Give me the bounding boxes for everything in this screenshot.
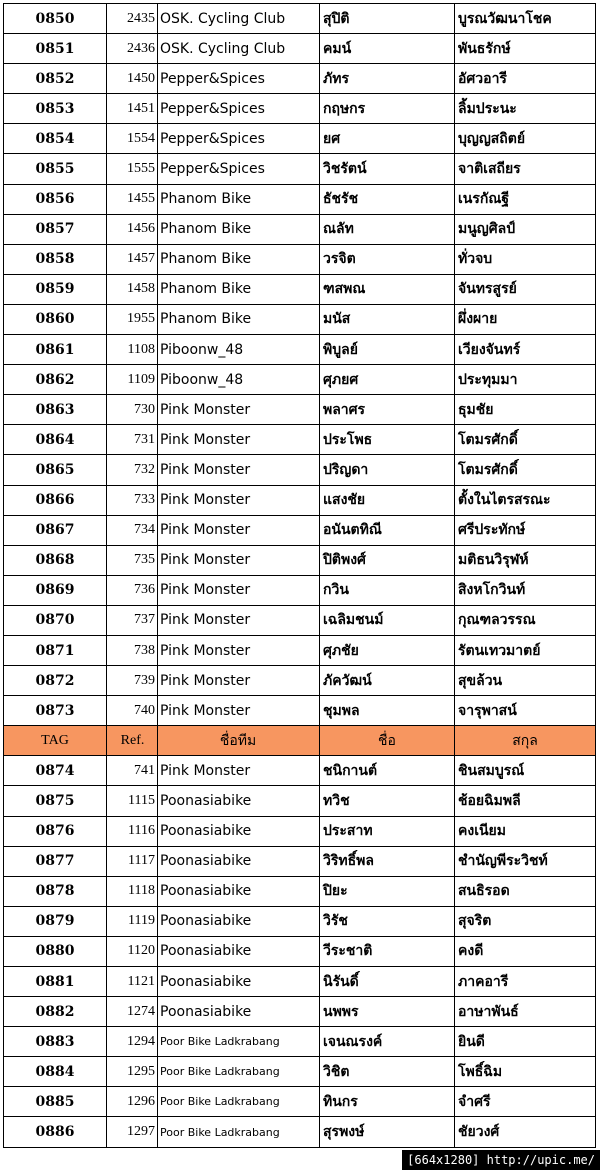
first-name-cell: ปริญดา <box>320 455 455 485</box>
team-cell: Pepper&Spices <box>158 64 320 94</box>
last-name-cell: คงเนียม <box>455 816 596 846</box>
first-name-cell: พิบูลย์ <box>320 335 455 365</box>
team-cell: Pink Monster <box>158 455 320 485</box>
table-row <box>4 425 596 455</box>
team-cell: Pink Monster <box>158 666 320 696</box>
ref-cell: 1115 <box>107 786 158 816</box>
tag-cell: 0856 <box>4 184 107 214</box>
tag-cell: 0865 <box>4 455 107 485</box>
first-name-cell: ศุภยศ <box>320 365 455 395</box>
ref-cell: 1455 <box>107 184 158 214</box>
tag-cell: 0869 <box>4 575 107 605</box>
team-cell: Phanom Bike <box>158 244 320 274</box>
team-cell: Pink Monster <box>158 756 320 786</box>
last-name-cell: ธุมชัย <box>455 395 596 425</box>
header-team: ชื่อทีม <box>158 726 320 756</box>
first-name-cell: แสงชัย <box>320 485 455 515</box>
ref-cell: 737 <box>107 605 158 635</box>
team-cell: Phanom Bike <box>158 214 320 244</box>
ref-cell: 1120 <box>107 936 158 966</box>
tag-cell: 0868 <box>4 545 107 575</box>
table-row <box>4 816 596 846</box>
table-row <box>4 304 596 334</box>
ref-cell: 1457 <box>107 244 158 274</box>
ref-cell: 731 <box>107 425 158 455</box>
ref-cell: 734 <box>107 515 158 545</box>
last-name-cell: ทั่วจบ <box>455 244 596 274</box>
last-name-cell: ชำนัญพีระวิชท์ <box>455 846 596 876</box>
tag-cell: 0877 <box>4 846 107 876</box>
last-name-cell: โพธิ์ฉิม <box>455 1057 596 1087</box>
first-name-cell: เจนณรงค์ <box>320 1027 455 1057</box>
tag-cell: 0880 <box>4 936 107 966</box>
first-name-cell: วิรัช <box>320 906 455 936</box>
team-cell: Pink Monster <box>158 425 320 455</box>
ref-cell: 2435 <box>107 4 158 34</box>
table-row <box>4 666 596 696</box>
rows-before-header <box>4 4 596 726</box>
table-row <box>4 967 596 997</box>
header-tag: TAG <box>4 726 107 756</box>
tag-cell: 0864 <box>4 425 107 455</box>
last-name-cell: ลิ้มประนะ <box>455 94 596 124</box>
team-cell: Pink Monster <box>158 635 320 665</box>
table-row <box>4 846 596 876</box>
ref-cell: 739 <box>107 666 158 696</box>
team-cell: Pepper&Spices <box>158 154 320 184</box>
tag-cell: 0883 <box>4 1027 107 1057</box>
first-name-cell: ปิยะ <box>320 876 455 906</box>
first-name-cell: ทินกร <box>320 1087 455 1117</box>
table-row <box>4 64 596 94</box>
team-cell: Piboonw_48 <box>158 335 320 365</box>
table-row <box>4 575 596 605</box>
table-row <box>4 335 596 365</box>
last-name-cell: อาษาพันธ์ <box>455 997 596 1027</box>
header-row <box>4 726 596 756</box>
tag-cell: 0873 <box>4 696 107 726</box>
ref-cell: 1109 <box>107 365 158 395</box>
ref-cell: 1456 <box>107 214 158 244</box>
tag-cell: 0886 <box>4 1117 107 1147</box>
ref-cell: 740 <box>107 696 158 726</box>
team-cell: Poor Bike Ladkrabang <box>158 1087 320 1117</box>
team-cell: Poor Bike Ladkrabang <box>158 1117 320 1147</box>
ref-cell: 1295 <box>107 1057 158 1087</box>
tag-cell: 0874 <box>4 756 107 786</box>
first-name-cell: ภัทร <box>320 64 455 94</box>
table-row <box>4 244 596 274</box>
last-name-cell: เวียงจันทร์ <box>455 335 596 365</box>
team-cell: Pink Monster <box>158 575 320 605</box>
table-row <box>4 786 596 816</box>
last-name-cell: โตมรศักดิ์ <box>455 425 596 455</box>
tag-cell: 0879 <box>4 906 107 936</box>
tag-cell: 0882 <box>4 997 107 1027</box>
first-name-cell: วิริทธิ์พล <box>320 846 455 876</box>
table-row <box>4 485 596 515</box>
ref-cell: 1117 <box>107 846 158 876</box>
first-name-cell: ประโพธ <box>320 425 455 455</box>
last-name-cell: รัตนเทวมาตย์ <box>455 635 596 665</box>
first-name-cell: ภัควัฒน์ <box>320 666 455 696</box>
last-name-cell: ชัยวงศ์ <box>455 1117 596 1147</box>
last-name-cell: พันธรักษ์ <box>455 34 596 64</box>
last-name-cell: ศรีประทักษ์ <box>455 515 596 545</box>
team-cell: Pink Monster <box>158 545 320 575</box>
first-name-cell: กวิน <box>320 575 455 605</box>
table-row <box>4 876 596 906</box>
table-row <box>4 756 596 786</box>
ref-cell: 1955 <box>107 304 158 334</box>
tag-cell: 0871 <box>4 635 107 665</box>
last-name-cell: ประทุมมา <box>455 365 596 395</box>
first-name-cell: วิชิต <box>320 1057 455 1087</box>
ref-cell: 1108 <box>107 335 158 365</box>
tag-cell: 0884 <box>4 1057 107 1087</box>
ref-cell: 1451 <box>107 94 158 124</box>
last-name-cell: ชินสมบูรณ์ <box>455 756 596 786</box>
tag-cell: 0878 <box>4 876 107 906</box>
tag-cell: 0863 <box>4 395 107 425</box>
first-name-cell: ธัชรัช <box>320 184 455 214</box>
first-name-cell: นิรันดิ์ <box>320 967 455 997</box>
tag-cell: 0857 <box>4 214 107 244</box>
team-cell: Poor Bike Ladkrabang <box>158 1057 320 1087</box>
tag-cell: 0854 <box>4 124 107 154</box>
ref-cell: 1118 <box>107 876 158 906</box>
first-name-cell: ชุมพล <box>320 696 455 726</box>
team-cell: Poonasiabike <box>158 816 320 846</box>
first-name-cell: นพพร <box>320 997 455 1027</box>
team-cell: Poonasiabike <box>158 936 320 966</box>
team-cell: Poor Bike Ladkrabang <box>158 1027 320 1057</box>
tag-cell: 0853 <box>4 94 107 124</box>
table-row <box>4 936 596 966</box>
ref-cell: 1450 <box>107 64 158 94</box>
team-cell: Phanom Bike <box>158 184 320 214</box>
first-name-cell: ยศ <box>320 124 455 154</box>
last-name-cell: บูรณวัฒนาโชค <box>455 4 596 34</box>
ref-cell: 1297 <box>107 1117 158 1147</box>
first-name-cell: วิชรัตน์ <box>320 154 455 184</box>
tag-cell: 0855 <box>4 154 107 184</box>
team-cell: Poonasiabike <box>158 786 320 816</box>
tag-cell: 0858 <box>4 244 107 274</box>
team-cell: OSK. Cycling Club <box>158 4 320 34</box>
team-cell: Pink Monster <box>158 485 320 515</box>
first-name-cell: สุรพงษ์ <box>320 1117 455 1147</box>
ref-cell: 730 <box>107 395 158 425</box>
last-name-cell: มนูญศิลป์ <box>455 214 596 244</box>
tag-cell: 0862 <box>4 365 107 395</box>
header-first-name: ชื่อ <box>320 726 455 756</box>
last-name-cell: จันทรสูรย์ <box>455 274 596 304</box>
team-cell: Phanom Bike <box>158 274 320 304</box>
header-last-name: สกุล <box>455 726 596 756</box>
first-name-cell: ปิติพงศ์ <box>320 545 455 575</box>
table-row <box>4 4 596 34</box>
table-row <box>4 635 596 665</box>
last-name-cell: ช้อยฉิมพลี <box>455 786 596 816</box>
first-name-cell: วีระชาติ <box>320 936 455 966</box>
tag-cell: 0860 <box>4 304 107 334</box>
tag-cell: 0876 <box>4 816 107 846</box>
ref-cell: 1274 <box>107 997 158 1027</box>
tag-cell: 0872 <box>4 666 107 696</box>
team-cell: Poonasiabike <box>158 876 320 906</box>
last-name-cell: ยินดี <box>455 1027 596 1057</box>
table-row <box>4 1027 596 1057</box>
table-row <box>4 1057 596 1087</box>
last-name-cell: ภาคอารี <box>455 967 596 997</box>
first-name-cell: อนันตทิณี <box>320 515 455 545</box>
watermark: [664x1280] http://upic.me/ <box>402 1150 600 1170</box>
tag-cell: 0885 <box>4 1087 107 1117</box>
team-cell: Poonasiabike <box>158 846 320 876</box>
first-name-cell: ประสาท <box>320 816 455 846</box>
ref-cell: 741 <box>107 756 158 786</box>
table-row <box>4 515 596 545</box>
ref-cell: 1119 <box>107 906 158 936</box>
last-name-cell: บุญญสถิตย์ <box>455 124 596 154</box>
last-name-cell: สุจริต <box>455 906 596 936</box>
last-name-cell: มติธนวิรุฬห์ <box>455 545 596 575</box>
last-name-cell: โตมรศักดิ์ <box>455 455 596 485</box>
tag-cell: 0852 <box>4 64 107 94</box>
first-name-cell: ทวิช <box>320 786 455 816</box>
registration-table <box>3 3 596 1148</box>
team-cell: Pink Monster <box>158 395 320 425</box>
ref-cell: 1458 <box>107 274 158 304</box>
last-name-cell: คงดี <box>455 936 596 966</box>
table-row <box>4 1117 596 1147</box>
ref-cell: 735 <box>107 545 158 575</box>
last-name-cell: เนรกัณฐี <box>455 184 596 214</box>
first-name-cell: วรจิต <box>320 244 455 274</box>
first-name-cell: สุปิติ <box>320 4 455 34</box>
table-row <box>4 34 596 64</box>
table-row <box>4 365 596 395</box>
ref-cell: 1116 <box>107 816 158 846</box>
table-row <box>4 455 596 485</box>
ref-cell: 1121 <box>107 967 158 997</box>
tag-cell: 0867 <box>4 515 107 545</box>
table-header <box>4 726 596 756</box>
table-row <box>4 184 596 214</box>
table-row <box>4 274 596 304</box>
last-name-cell: อัศวอารี <box>455 64 596 94</box>
table-row <box>4 605 596 635</box>
first-name-cell: พลาศร <box>320 395 455 425</box>
first-name-cell: ศุภชัย <box>320 635 455 665</box>
ref-cell: 1294 <box>107 1027 158 1057</box>
table-row <box>4 94 596 124</box>
table-row <box>4 696 596 726</box>
tag-cell: 0851 <box>4 34 107 64</box>
last-name-cell: จำศรี <box>455 1087 596 1117</box>
ref-cell: 736 <box>107 575 158 605</box>
team-cell: OSK. Cycling Club <box>158 34 320 64</box>
ref-cell: 732 <box>107 455 158 485</box>
first-name-cell: คมน์ <box>320 34 455 64</box>
last-name-cell: จารุพาสน์ <box>455 696 596 726</box>
first-name-cell: เฉลิมชนม์ <box>320 605 455 635</box>
tag-cell: 0870 <box>4 605 107 635</box>
first-name-cell: ฑสพณ <box>320 274 455 304</box>
team-cell: Poonasiabike <box>158 997 320 1027</box>
table-row <box>4 214 596 244</box>
last-name-cell: สิงหโกวินท์ <box>455 575 596 605</box>
tag-cell: 0859 <box>4 274 107 304</box>
last-name-cell: สนธิรอด <box>455 876 596 906</box>
ref-cell: 733 <box>107 485 158 515</box>
ref-cell: 1554 <box>107 124 158 154</box>
team-cell: Phanom Bike <box>158 304 320 334</box>
tag-cell: 0881 <box>4 967 107 997</box>
ref-cell: 1555 <box>107 154 158 184</box>
team-cell: Pink Monster <box>158 605 320 635</box>
team-cell: Pink Monster <box>158 515 320 545</box>
ref-cell: 738 <box>107 635 158 665</box>
rows-after-header <box>4 756 596 1147</box>
table-row <box>4 545 596 575</box>
team-cell: Pink Monster <box>158 696 320 726</box>
first-name-cell: ชนิกานต์ <box>320 756 455 786</box>
first-name-cell: ณลัท <box>320 214 455 244</box>
first-name-cell: กฤษกร <box>320 94 455 124</box>
ref-cell: 2436 <box>107 34 158 64</box>
last-name-cell: ผึ่งผาย <box>455 304 596 334</box>
team-cell: Pepper&Spices <box>158 124 320 154</box>
table-row <box>4 906 596 936</box>
last-name-cell: จาติเสถียร <box>455 154 596 184</box>
table-row <box>4 154 596 184</box>
last-name-cell: กุณฑลวรรณ <box>455 605 596 635</box>
tag-cell: 0861 <box>4 335 107 365</box>
team-cell: Poonasiabike <box>158 906 320 936</box>
team-cell: Piboonw_48 <box>158 365 320 395</box>
team-cell: Pepper&Spices <box>158 94 320 124</box>
tag-cell: 0875 <box>4 786 107 816</box>
header-ref: Ref. <box>107 726 158 756</box>
table-row <box>4 124 596 154</box>
table-row <box>4 997 596 1027</box>
tag-cell: 0850 <box>4 4 107 34</box>
last-name-cell: ตั้งในไตรสรณะ <box>455 485 596 515</box>
ref-cell: 1296 <box>107 1087 158 1117</box>
table-row <box>4 395 596 425</box>
tag-cell: 0866 <box>4 485 107 515</box>
first-name-cell: มนัส <box>320 304 455 334</box>
team-cell: Poonasiabike <box>158 967 320 997</box>
last-name-cell: สุขล้วน <box>455 666 596 696</box>
table-row <box>4 1087 596 1117</box>
